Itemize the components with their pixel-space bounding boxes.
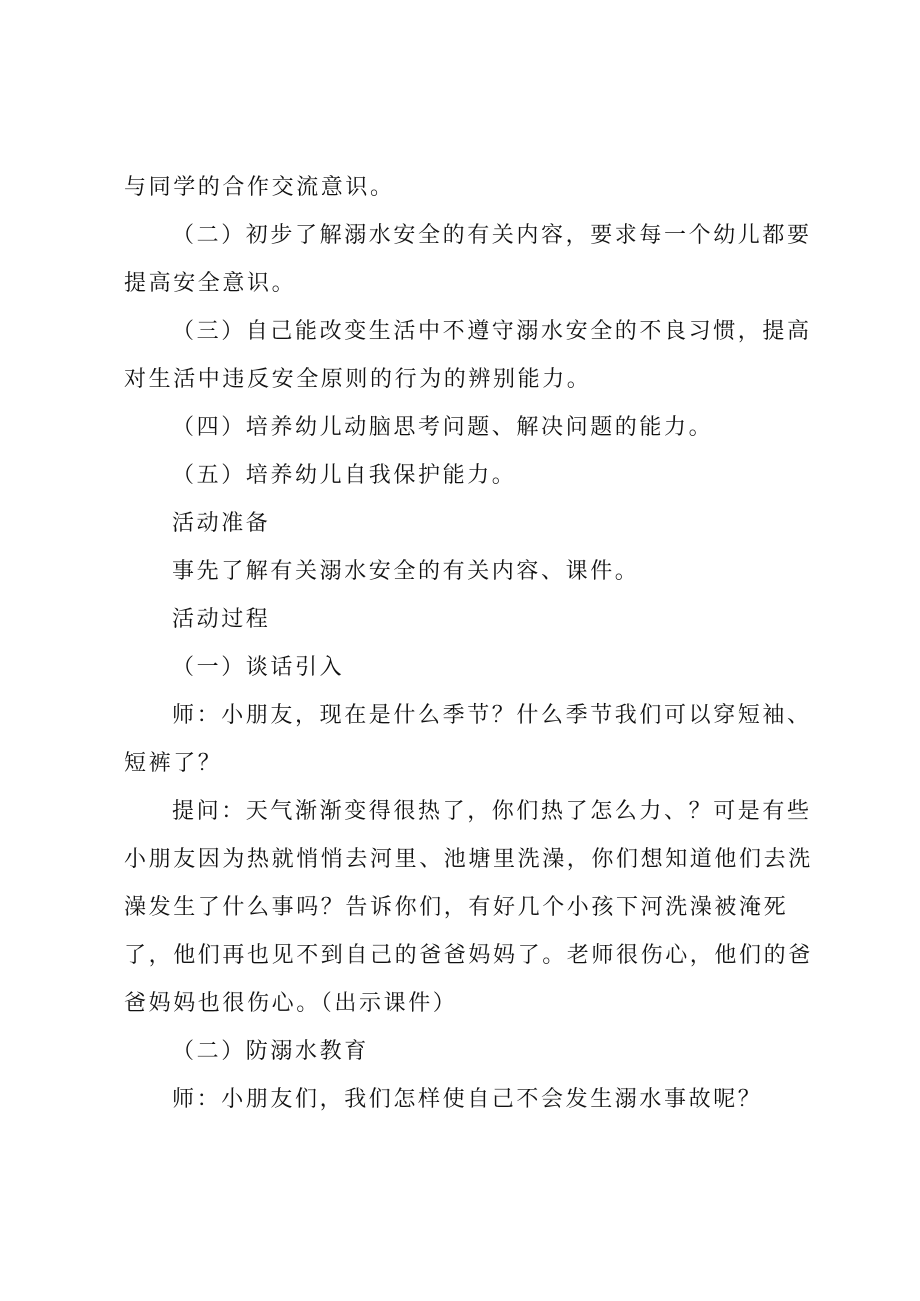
section-heading-process: 活动过程 bbox=[172, 607, 271, 632]
preparation-text: 事先了解有关溺水安全的有关内容、课件。 bbox=[172, 559, 640, 584]
teacher-question-2: 师：小朋友们，我们怎样使自己不会发生溺水事故呢？ bbox=[172, 1087, 763, 1112]
question-paragraph: 提问：天气渐渐变得很热了，你们热了怎么力、？可是有些小朋友因为热就悄悄去河里、池塘里洗澡，你们想知道他们去洗澡发生了什么事吗？告诉你们，有好几个小孩下河洗澡被淹死了，他们再也见不到自己的爸爸妈妈了。老师很伤心，他们的爸爸妈妈也很伤心。（出示课件） bbox=[124, 799, 813, 1016]
goal-item-5: （五）培养幼儿自我保护能力。 bbox=[172, 463, 517, 488]
document-body bbox=[124, 164, 824, 1124]
section-heading-preparation: 活动准备 bbox=[172, 511, 271, 536]
goal-item-2: （二）初步了解溺水安全的有关内容，要求每一个幼儿都要提高安全意识。 bbox=[124, 223, 812, 296]
goal-item-3: （三）自己能改变生活中不遵守溺水安全的不良习惯，提高对生活中违反安全原则的行为的辨别能力。 bbox=[124, 319, 812, 392]
step-heading-1: （一）谈话引入 bbox=[172, 655, 345, 680]
paragraph-continuation: 与同学的合作交流意识。 bbox=[124, 175, 395, 200]
goal-item-4: （四）培养幼儿动脑思考问题、解决问题的能力。 bbox=[172, 415, 714, 440]
teacher-question-1: 师：小朋友，现在是什么季节？什么季节我们可以穿短袖、短裤了？ bbox=[124, 703, 812, 776]
step-heading-2: （二）防溺水教育 bbox=[172, 1039, 369, 1064]
